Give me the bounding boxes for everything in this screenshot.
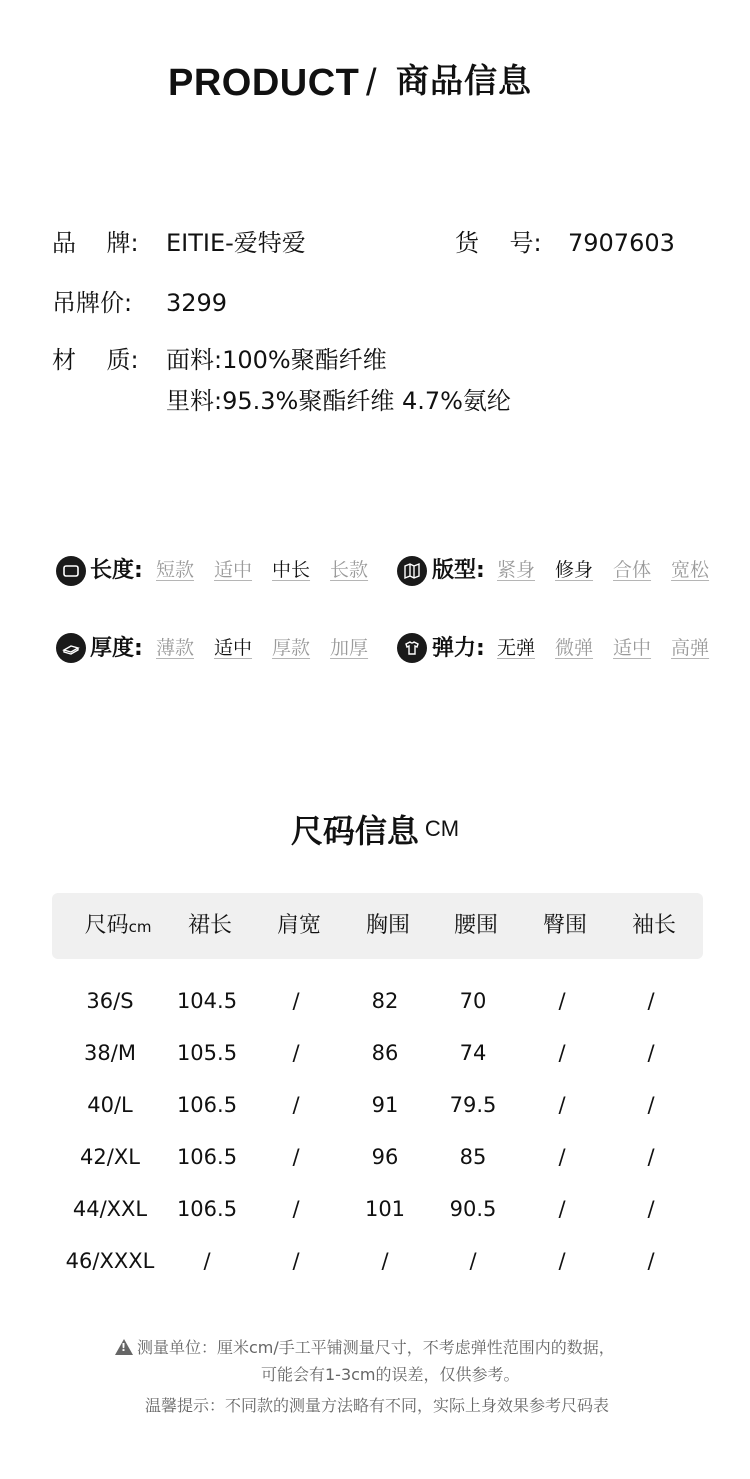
size-cell: / (292, 1249, 300, 1273)
size-cell: 70 (459, 989, 487, 1013)
fit-label: 版型: (432, 558, 485, 583)
brand-value: EITIE-爱特爱 (166, 229, 306, 257)
elasticity-options (497, 633, 709, 663)
brand-label: 品 牌: (52, 229, 139, 257)
size-cell-label: 36/S (86, 989, 134, 1013)
thickness-label: 厚度: (90, 636, 143, 661)
price-value: 3299 (166, 289, 228, 317)
thickness-option: 薄款 (156, 637, 195, 659)
header-dress-length: 裙长 (187, 913, 232, 938)
size-cell-label: 46/XXXL (65, 1249, 155, 1273)
header-waist: 腰围 (453, 913, 498, 938)
length-label: 长度: (90, 558, 143, 583)
header-title-cn: 商品信息 (396, 61, 532, 100)
size-cell: / (381, 1249, 389, 1273)
material-label: 材 质: (52, 346, 139, 374)
warning-icon (115, 1339, 133, 1355)
size-cell: / (558, 1249, 566, 1273)
size-cell: 101 (364, 1197, 406, 1221)
size-cell-label: 44/XXL (72, 1197, 148, 1221)
elasticity-icon (397, 633, 427, 663)
size-cell: 74 (459, 1041, 487, 1065)
sku-label: 货 号: (455, 229, 542, 257)
size-cell: / (558, 1145, 566, 1169)
thickness-option-selected: 适中 (214, 637, 253, 659)
note-measurement (115, 1335, 615, 1361)
size-cell: / (647, 1145, 655, 1169)
size-cell-label: 38/M (84, 1041, 136, 1065)
header-size-text: 尺码 (84, 913, 129, 938)
material-fabric: 面料:100%聚酯纤维 (166, 346, 387, 374)
length-option: 适中 (214, 559, 253, 581)
size-cell: / (292, 1197, 300, 1221)
size-cell: / (558, 989, 566, 1013)
size-cell: 90.5 (449, 1197, 497, 1221)
size-cell: 104.5 (176, 989, 238, 1013)
fit-options (497, 555, 709, 585)
size-cell: / (292, 1145, 300, 1169)
fit-option: 宽松 (671, 559, 710, 581)
size-cell: 106.5 (176, 1093, 238, 1117)
size-cell-label: 40/L (87, 1093, 133, 1117)
elasticity-option-selected: 无弹 (497, 637, 536, 659)
size-cell: / (647, 989, 655, 1013)
size-cell: / (292, 1093, 300, 1117)
size-cell: 91 (371, 1093, 399, 1117)
note-line-1: 测量单位：厘米cm/手工平铺测量尺寸，不考虑弹性范围内的数据， (137, 1338, 615, 1357)
length-icon (56, 556, 86, 586)
size-cell: / (558, 1041, 566, 1065)
size-cell: / (469, 1249, 477, 1273)
note-tip: 温馨提示：不同款的测量方法略有不同，实际上身效果参考尺码表 (145, 1396, 610, 1415)
size-cell: / (647, 1249, 655, 1273)
size-cell: 105.5 (176, 1041, 238, 1065)
length-option-selected: 中长 (272, 559, 311, 581)
elasticity-option: 微弹 (555, 637, 594, 659)
size-cell: 96 (371, 1145, 399, 1169)
size-cell: / (203, 1249, 211, 1273)
fit-icon (397, 556, 427, 586)
length-options (156, 555, 368, 585)
thickness-option: 加厚 (330, 637, 369, 659)
fit-option-selected: 修身 (555, 559, 594, 581)
size-cell-label: 42/XL (80, 1145, 140, 1169)
thickness-icon (56, 633, 86, 663)
size-cell: 79.5 (449, 1093, 497, 1117)
sku-value: 7907603 (568, 229, 675, 257)
size-cell: 106.5 (176, 1145, 238, 1169)
thickness-options (156, 633, 368, 663)
size-section-title (0, 806, 750, 852)
size-cell: / (558, 1093, 566, 1117)
price-label: 吊牌价: (52, 289, 133, 317)
elasticity-option: 高弹 (671, 637, 710, 659)
fit-option: 紧身 (497, 559, 536, 581)
header-separator: / (366, 62, 377, 104)
header-title-en: PRODUCT (168, 62, 360, 104)
header-size (66, 893, 170, 959)
header-hip: 臀围 (542, 913, 587, 938)
size-cell: / (647, 1041, 655, 1065)
material-lining: 里料:95.3%聚酯纤维 4.7%氨纶 (166, 387, 511, 415)
length-option: 短款 (156, 559, 195, 581)
header-size-unit: cm (128, 918, 152, 936)
size-table-header (52, 893, 703, 959)
size-cell: / (558, 1197, 566, 1221)
size-cell: / (292, 989, 300, 1013)
elasticity-option: 适中 (613, 637, 652, 659)
header-shoulder: 肩宽 (276, 913, 321, 938)
size-title-text: 尺码信息 (290, 812, 419, 850)
size-title-unit: CM (424, 816, 460, 841)
header-bust: 胸围 (365, 913, 410, 938)
size-cell: 85 (459, 1145, 487, 1169)
size-cell: 86 (371, 1041, 399, 1065)
size-cell: / (647, 1093, 655, 1117)
note-line-2: 可能会有1-3cm的误差，仅供参考。 (261, 1365, 520, 1384)
elasticity-label: 弹力: (432, 636, 485, 661)
size-cell: / (292, 1041, 300, 1065)
fit-option: 合体 (613, 559, 652, 581)
size-cell: 106.5 (176, 1197, 238, 1221)
size-cell: / (647, 1197, 655, 1221)
thickness-option: 厚款 (272, 637, 311, 659)
header-sleeve: 袖长 (631, 913, 676, 938)
length-option: 长款 (330, 559, 369, 581)
size-cell: 82 (371, 989, 399, 1013)
